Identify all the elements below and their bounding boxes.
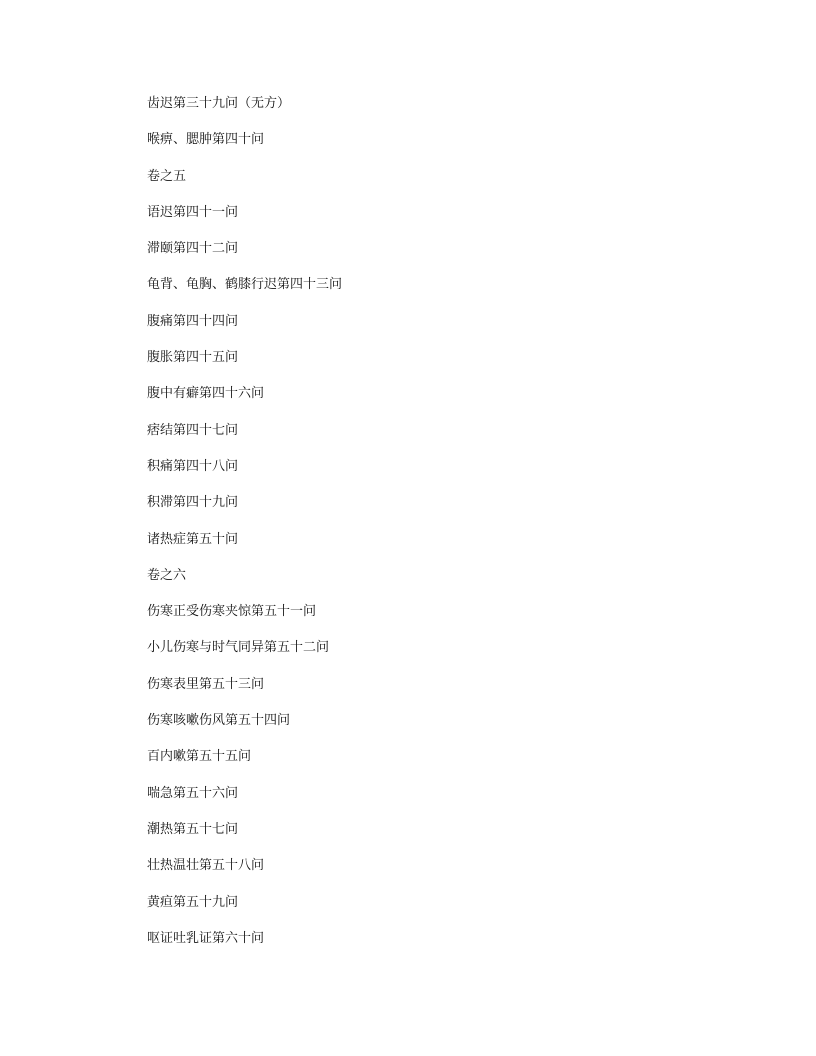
toc-entry: 腹痛第四十四问 bbox=[147, 313, 239, 329]
toc-entry: 伤寒咳嗽伤风第五十四问 bbox=[147, 713, 291, 729]
toc-entry: 痞结第四十七问 bbox=[147, 422, 239, 438]
toc-entry: 积滞第四十九问 bbox=[147, 495, 239, 511]
toc-entry: 黄疸第五十九问 bbox=[147, 894, 239, 910]
toc-entry: 伤寒正受伤寒夹惊第五十一问 bbox=[147, 604, 317, 620]
toc-entry: 滞颐第四十二问 bbox=[147, 241, 239, 257]
toc-entry: 呕证吐乳证第六十问 bbox=[147, 930, 265, 946]
table-of-contents bbox=[147, 94, 342, 965]
toc-entry: 百内嗽第五十五问 bbox=[147, 749, 252, 765]
toc-entry: 潮热第五十七问 bbox=[147, 821, 239, 837]
toc-entry: 喉痹、腮肿第四十问 bbox=[147, 132, 265, 148]
toc-entry: 语迟第四十一问 bbox=[147, 204, 239, 220]
toc-entry: 龟背、龟胸、鹤膝行迟第四十三问 bbox=[147, 277, 343, 293]
toc-entry: 小儿伤寒与时气同异第五十二问 bbox=[147, 640, 330, 656]
toc-entry: 腹胀第四十五问 bbox=[147, 350, 239, 366]
volume-heading: 卷之五 bbox=[147, 168, 187, 184]
toc-entry: 齿迟第三十九问（无方） bbox=[147, 96, 291, 111]
toc-entry: 伤寒表里第五十三问 bbox=[147, 676, 265, 692]
toc-entry: 喘急第五十六问 bbox=[147, 785, 239, 801]
toc-entry: 诸热症第五十问 bbox=[147, 531, 239, 547]
toc-entry: 腹中有癖第四十六问 bbox=[147, 386, 265, 402]
volume-heading: 卷之六 bbox=[147, 567, 187, 583]
toc-entry: 积痛第四十八问 bbox=[147, 458, 239, 474]
toc-entry: 壮热温壮第五十八问 bbox=[147, 858, 265, 874]
